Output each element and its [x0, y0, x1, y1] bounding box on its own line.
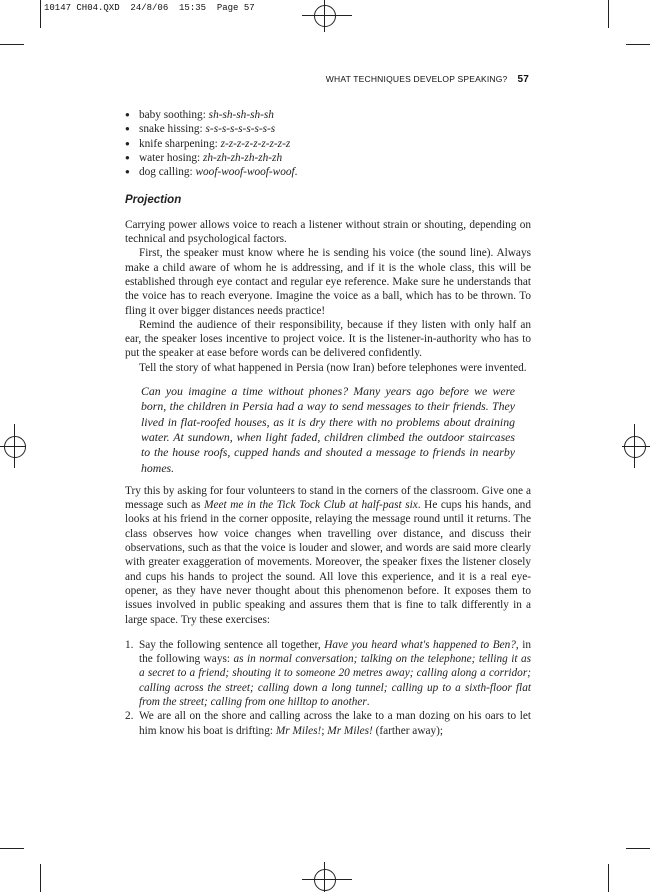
page-body [125, 108, 531, 738]
list-item: ● water hosing: zh-zh-zh-zh-zh-zh [125, 151, 531, 165]
paragraph: First, the speaker must know where he is sending his voice (the sound line). Always make a child aware of whom he is addressing, and if it is the whole class, this will be established through eye contact and regular eye reference. Make sure he understands that the voice has to reach everyone. Imagine the voice as a ball, which has to be thrown. To fling it over bigger distances needs practice! [125, 247, 531, 317]
paragraph: Remind the audience of their responsibility, because if they listen with only half an ear, the speaker loses incentive to project voice. It is the listener-in-authority who has to put the speaker at ease before words can be delivered confidently. [125, 318, 531, 360]
page-number: 57 [517, 74, 529, 85]
exercise-item: 1. Say the following sentence all together, Have you heard what's happened to Ben?, in the following ways: as in normal conversation; talking on the telephone; telling it as a secret to a friend; shouting it to someone 20 metres away; calling along a corridor; calling across the street; calling down a long tunnel; calling up to a sixth-floor flat from the street; calling from one hilltop to another. [125, 638, 532, 708]
crop-mark [0, 848, 24, 849]
paragraph: Carrying power allows voice to reach a listener without strain or shouting, depending on technical and psychological factors. [125, 218, 531, 246]
crop-mark [0, 44, 24, 45]
sound-list [125, 108, 531, 179]
crop-mark [626, 848, 650, 849]
crop-mark [40, 864, 41, 892]
paragraph: Tell the story of what happened in Persia (now Iran) before telephones were invented. [139, 361, 527, 374]
list-item: ● baby soothing: sh-sh-sh-sh-sh [125, 108, 531, 122]
section-heading: Projection [125, 194, 182, 207]
crop-mark [608, 0, 609, 28]
list-item: ● dog calling: woof-woof-woof-woof. [125, 165, 531, 179]
list-item: ● knife sharpening: z-z-z-z-z-z-z-z-z [125, 137, 531, 151]
crop-mark [626, 44, 650, 45]
header-title: WHAT TECHNIQUES DEVELOP SPEAKING? [325, 74, 508, 84]
exercise-item: 2. We are all on the shore and calling across the lake to a man dozing on his oars to let him know his boat is drifting: Mr Miles!; Mr Miles! (farther away); [125, 710, 531, 737]
list-item: ● snake hissing: s-s-s-s-s-s-s-s-s [125, 122, 531, 136]
exercise-list [125, 638, 531, 738]
crop-mark [608, 864, 609, 892]
crop-mark [40, 0, 41, 28]
print-slug: 10147 CH04.QXD 24/8/06 15:35 Page 57 [44, 3, 255, 13]
running-header [326, 74, 529, 85]
paragraph: Try this by asking for four volunteers to stand in the corners of the classroom. Give one a message such as Meet me in the Tick Tock Club at half-past six. He cups his hands, and looks at his friend in the corner opposite, relaying the message round until it returns. The class observes how voice changes when travelling over distance, and discuss their observations, such as that the voice is louder and slower, and words are said more clearly with greater exaggeration of movements. Moreover, the speaker fixes the listener closely and cups his hands to project the sound. All love this experience, and it is a real eye-opener, as they have never thought about this phenomenon before. It exposes them to issues involved in public speaking and assures them that is fine to talk differently in a large space. Try these exercises: [125, 484, 531, 626]
story-quote: Can you imagine a time without phones? Many years ago before we were born, the children in Persia had a way to send messages to their friends. They lived in flat-roofed houses, as it is dry there with no problems about draining water. At sundown, when light faded, children climbed the outdoor staircases to the house roofs, cupped hands and shouted a message to friends in nearby homes. [141, 384, 515, 475]
